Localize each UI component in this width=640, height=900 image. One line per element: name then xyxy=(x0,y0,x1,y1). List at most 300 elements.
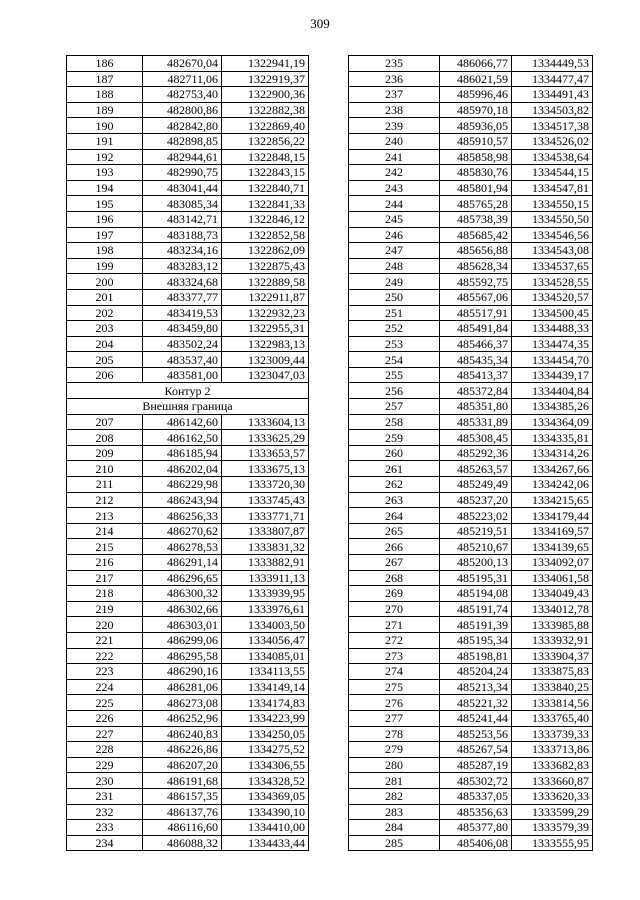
y-coordinate: 1333653,57 xyxy=(222,445,309,461)
point-number: 251 xyxy=(349,305,440,321)
section-header-row xyxy=(67,383,309,399)
y-coordinate: 1333713,86 xyxy=(512,742,593,758)
y-coordinate: 1333985,88 xyxy=(512,617,593,633)
table-row xyxy=(349,289,593,305)
x-coordinate: 482670,04 xyxy=(143,56,222,72)
y-coordinate: 1334449,53 xyxy=(512,56,593,72)
y-coordinate: 1334488,33 xyxy=(512,321,593,337)
x-coordinate: 485830,76 xyxy=(440,165,512,181)
x-coordinate: 486185,94 xyxy=(143,445,222,461)
y-coordinate: 1333675,13 xyxy=(222,461,309,477)
y-coordinate: 1334328,52 xyxy=(222,773,309,789)
x-coordinate: 486116,60 xyxy=(143,820,222,836)
point-number: 276 xyxy=(349,695,440,711)
point-number: 271 xyxy=(349,617,440,633)
x-coordinate: 483502,24 xyxy=(143,336,222,352)
y-coordinate: 1322941,19 xyxy=(222,56,309,72)
point-number: 241 xyxy=(349,149,440,165)
point-number: 273 xyxy=(349,648,440,664)
x-coordinate: 485685,42 xyxy=(440,227,512,243)
x-coordinate: 485200,13 xyxy=(440,555,512,571)
point-number: 270 xyxy=(349,601,440,617)
x-coordinate: 482898,85 xyxy=(143,133,222,149)
x-coordinate: 485213,34 xyxy=(440,679,512,695)
x-coordinate: 482800,86 xyxy=(143,102,222,118)
y-coordinate: 1322955,31 xyxy=(222,321,309,337)
x-coordinate: 485194,08 xyxy=(440,586,512,602)
y-coordinate: 1322875,43 xyxy=(222,258,309,274)
point-number: 249 xyxy=(349,274,440,290)
table-row xyxy=(67,601,309,617)
y-coordinate: 1334242,06 xyxy=(512,477,593,493)
point-number: 261 xyxy=(349,461,440,477)
x-coordinate: 485377,80 xyxy=(440,820,512,836)
y-coordinate: 1334528,55 xyxy=(512,274,593,290)
x-coordinate: 486162,50 xyxy=(143,430,222,446)
point-number: 198 xyxy=(67,243,143,259)
table-row xyxy=(349,71,593,87)
point-number: 202 xyxy=(67,305,143,321)
y-coordinate: 1333840,25 xyxy=(512,679,593,695)
x-coordinate: 485738,39 xyxy=(440,211,512,227)
table-row xyxy=(349,492,593,508)
table-row xyxy=(349,664,593,680)
y-coordinate: 1322852,58 xyxy=(222,227,309,243)
table-row xyxy=(349,352,593,368)
y-coordinate: 1322843,15 xyxy=(222,165,309,181)
y-coordinate: 1334306,55 xyxy=(222,757,309,773)
table-row xyxy=(67,305,309,321)
table-row xyxy=(67,367,309,383)
point-number: 265 xyxy=(349,523,440,539)
y-coordinate: 1333599,29 xyxy=(512,804,593,820)
x-coordinate: 486240,83 xyxy=(143,726,222,742)
point-number: 210 xyxy=(67,461,143,477)
table-row xyxy=(67,165,309,181)
x-coordinate: 485351,80 xyxy=(440,399,512,415)
x-coordinate: 483283,12 xyxy=(143,258,222,274)
y-coordinate: 1333555,95 xyxy=(512,835,593,851)
y-coordinate: 1333660,87 xyxy=(512,773,593,789)
table-row xyxy=(349,383,593,399)
x-coordinate: 486021,59 xyxy=(440,71,512,87)
point-number: 204 xyxy=(67,336,143,352)
page-number: 309 xyxy=(310,16,330,31)
table-row xyxy=(67,742,309,758)
point-number: 278 xyxy=(349,726,440,742)
x-coordinate: 483537,40 xyxy=(143,352,222,368)
y-coordinate: 1322900,36 xyxy=(222,87,309,103)
x-coordinate: 485765,28 xyxy=(440,196,512,212)
x-coordinate: 486281,06 xyxy=(143,679,222,695)
x-coordinate: 486229,98 xyxy=(143,477,222,493)
table-row xyxy=(67,352,309,368)
table-row xyxy=(67,508,309,524)
table-row xyxy=(67,289,309,305)
point-number: 235 xyxy=(349,56,440,72)
table-row xyxy=(349,445,593,461)
y-coordinate: 1334056,47 xyxy=(222,632,309,648)
point-number: 217 xyxy=(67,570,143,586)
table-row xyxy=(349,710,593,726)
point-number: 255 xyxy=(349,367,440,383)
y-coordinate: 1333620,33 xyxy=(512,788,593,804)
y-coordinate: 1322983,13 xyxy=(222,336,309,352)
point-number: 196 xyxy=(67,211,143,227)
x-coordinate: 483234,16 xyxy=(143,243,222,259)
x-coordinate: 486243,94 xyxy=(143,492,222,508)
point-number: 208 xyxy=(67,430,143,446)
point-number: 211 xyxy=(67,477,143,493)
x-coordinate: 485406,08 xyxy=(440,835,512,851)
y-coordinate: 1334364,09 xyxy=(512,414,593,430)
point-number: 257 xyxy=(349,399,440,415)
table-row xyxy=(349,788,593,804)
y-coordinate: 1333765,40 xyxy=(512,710,593,726)
x-coordinate: 485356,63 xyxy=(440,804,512,820)
point-number: 282 xyxy=(349,788,440,804)
y-coordinate: 1334439,17 xyxy=(512,367,593,383)
x-coordinate: 485567,06 xyxy=(440,289,512,305)
table-row xyxy=(349,243,593,259)
point-number: 201 xyxy=(67,289,143,305)
table-row xyxy=(349,305,593,321)
left-coordinates-table xyxy=(66,55,309,851)
table-row xyxy=(349,555,593,571)
y-coordinate: 1333831,32 xyxy=(222,539,309,555)
x-coordinate: 485996,46 xyxy=(440,87,512,103)
x-coordinate: 485936,05 xyxy=(440,118,512,134)
y-coordinate: 1334267,66 xyxy=(512,461,593,477)
point-number: 285 xyxy=(349,835,440,851)
y-coordinate: 1334537,65 xyxy=(512,258,593,274)
table-row xyxy=(67,211,309,227)
table-row xyxy=(349,118,593,134)
x-coordinate: 483142,71 xyxy=(143,211,222,227)
x-coordinate: 485413,37 xyxy=(440,367,512,383)
point-number: 199 xyxy=(67,258,143,274)
x-coordinate: 486157,35 xyxy=(143,788,222,804)
y-coordinate: 1334385,26 xyxy=(512,399,593,415)
point-number: 244 xyxy=(349,196,440,212)
y-coordinate: 1334061,58 xyxy=(512,570,593,586)
x-coordinate: 486300,32 xyxy=(143,586,222,602)
table-row xyxy=(67,445,309,461)
table-row xyxy=(349,165,593,181)
point-number: 264 xyxy=(349,508,440,524)
x-coordinate: 486066,77 xyxy=(440,56,512,72)
y-coordinate: 1334275,52 xyxy=(222,742,309,758)
table-row xyxy=(67,430,309,446)
table-row xyxy=(349,399,593,415)
table-row xyxy=(67,133,309,149)
point-number: 207 xyxy=(67,414,143,430)
y-coordinate: 1334335,81 xyxy=(512,430,593,446)
y-coordinate: 1334012,78 xyxy=(512,601,593,617)
table-row xyxy=(349,414,593,430)
table-row xyxy=(349,430,593,446)
x-coordinate: 486278,53 xyxy=(143,539,222,555)
table-row xyxy=(67,804,309,820)
table-row xyxy=(67,617,309,633)
table-row xyxy=(67,414,309,430)
section-title-line2: Внешняя граница xyxy=(67,399,309,415)
table-row xyxy=(349,211,593,227)
table-row xyxy=(349,196,593,212)
table-row xyxy=(349,367,593,383)
x-coordinate: 483459,80 xyxy=(143,321,222,337)
x-coordinate: 485249,49 xyxy=(440,477,512,493)
x-coordinate: 485221,32 xyxy=(440,695,512,711)
y-coordinate: 1322882,38 xyxy=(222,102,309,118)
x-coordinate: 486142,60 xyxy=(143,414,222,430)
point-number: 212 xyxy=(67,492,143,508)
y-coordinate: 1333932,91 xyxy=(512,632,593,648)
point-number: 209 xyxy=(67,445,143,461)
point-number: 283 xyxy=(349,804,440,820)
point-number: 233 xyxy=(67,820,143,836)
table-row xyxy=(349,477,593,493)
y-coordinate: 1334544,15 xyxy=(512,165,593,181)
point-number: 186 xyxy=(67,56,143,72)
table-row xyxy=(349,87,593,103)
x-coordinate: 486290,16 xyxy=(143,664,222,680)
x-coordinate: 485337,05 xyxy=(440,788,512,804)
x-coordinate: 483419,53 xyxy=(143,305,222,321)
point-number: 193 xyxy=(67,165,143,181)
x-coordinate: 485592,75 xyxy=(440,274,512,290)
point-number: 228 xyxy=(67,742,143,758)
point-number: 284 xyxy=(349,820,440,836)
y-coordinate: 1334113,55 xyxy=(222,664,309,680)
right-coordinates-table xyxy=(348,55,593,851)
point-number: 197 xyxy=(67,227,143,243)
y-coordinate: 1334223,99 xyxy=(222,710,309,726)
x-coordinate: 482944,61 xyxy=(143,149,222,165)
left-table-body-upper xyxy=(67,56,309,383)
table-row xyxy=(67,664,309,680)
table-row xyxy=(349,274,593,290)
point-number: 205 xyxy=(67,352,143,368)
y-coordinate: 1333579,39 xyxy=(512,820,593,836)
y-coordinate: 1334491,43 xyxy=(512,87,593,103)
y-coordinate: 1334174,83 xyxy=(222,695,309,711)
point-number: 262 xyxy=(349,477,440,493)
point-number: 236 xyxy=(349,71,440,87)
table-row xyxy=(67,570,309,586)
point-number: 274 xyxy=(349,664,440,680)
table-row xyxy=(67,492,309,508)
table-row xyxy=(349,757,593,773)
x-coordinate: 486295,58 xyxy=(143,648,222,664)
y-coordinate: 1334390,10 xyxy=(222,804,309,820)
table-row xyxy=(67,477,309,493)
point-number: 231 xyxy=(67,788,143,804)
y-coordinate: 1323009,44 xyxy=(222,352,309,368)
y-coordinate: 1333882,91 xyxy=(222,555,309,571)
point-number: 221 xyxy=(67,632,143,648)
y-coordinate: 1333911,13 xyxy=(222,570,309,586)
x-coordinate: 485241,44 xyxy=(440,710,512,726)
x-coordinate: 485263,57 xyxy=(440,461,512,477)
x-coordinate: 485195,31 xyxy=(440,570,512,586)
x-coordinate: 486226,86 xyxy=(143,742,222,758)
point-number: 200 xyxy=(67,274,143,290)
point-number: 253 xyxy=(349,336,440,352)
table-row xyxy=(67,321,309,337)
point-number: 218 xyxy=(67,586,143,602)
x-coordinate: 486270,62 xyxy=(143,523,222,539)
point-number: 222 xyxy=(67,648,143,664)
point-number: 258 xyxy=(349,414,440,430)
table-row xyxy=(349,804,593,820)
y-coordinate: 1334410,00 xyxy=(222,820,309,836)
y-coordinate: 1333604,13 xyxy=(222,414,309,430)
y-coordinate: 1334474,35 xyxy=(512,336,593,352)
table-row xyxy=(67,87,309,103)
table-row xyxy=(67,757,309,773)
point-number: 237 xyxy=(349,87,440,103)
table-row xyxy=(349,617,593,633)
x-coordinate: 483581,00 xyxy=(143,367,222,383)
x-coordinate: 486303,01 xyxy=(143,617,222,633)
point-number: 268 xyxy=(349,570,440,586)
y-coordinate: 1334433,44 xyxy=(222,835,309,851)
point-number: 234 xyxy=(67,835,143,851)
table-row xyxy=(67,71,309,87)
point-number: 275 xyxy=(349,679,440,695)
y-coordinate: 1334550,50 xyxy=(512,211,593,227)
table-row xyxy=(349,321,593,337)
point-number: 256 xyxy=(349,383,440,399)
x-coordinate: 483188,73 xyxy=(143,227,222,243)
x-coordinate: 485372,84 xyxy=(440,383,512,399)
x-coordinate: 486302,66 xyxy=(143,601,222,617)
y-coordinate: 1334085,01 xyxy=(222,648,309,664)
table-row xyxy=(67,274,309,290)
point-number: 192 xyxy=(67,149,143,165)
table-row xyxy=(349,461,593,477)
x-coordinate: 486273,08 xyxy=(143,695,222,711)
x-coordinate: 486291,14 xyxy=(143,555,222,571)
table-row xyxy=(67,835,309,851)
y-coordinate: 1334049,43 xyxy=(512,586,593,602)
x-coordinate: 485253,56 xyxy=(440,726,512,742)
right-table-body xyxy=(349,56,593,851)
point-number: 232 xyxy=(67,804,143,820)
point-number: 246 xyxy=(349,227,440,243)
point-number: 266 xyxy=(349,539,440,555)
x-coordinate: 485331,89 xyxy=(440,414,512,430)
y-coordinate: 1322840,71 xyxy=(222,180,309,196)
y-coordinate: 1333904,37 xyxy=(512,648,593,664)
y-coordinate: 1333939,95 xyxy=(222,586,309,602)
table-row xyxy=(67,227,309,243)
y-coordinate: 1322848,15 xyxy=(222,149,309,165)
x-coordinate: 485435,34 xyxy=(440,352,512,368)
x-coordinate: 486202,04 xyxy=(143,461,222,477)
x-coordinate: 486299,06 xyxy=(143,632,222,648)
point-number: 225 xyxy=(67,695,143,711)
table-row xyxy=(67,243,309,259)
table-row xyxy=(67,710,309,726)
y-coordinate: 1334250,05 xyxy=(222,726,309,742)
point-number: 214 xyxy=(67,523,143,539)
y-coordinate: 1334139,65 xyxy=(512,539,593,555)
table-row xyxy=(67,118,309,134)
table-row xyxy=(349,508,593,524)
table-row xyxy=(349,539,593,555)
y-coordinate: 1333771,71 xyxy=(222,508,309,524)
table-row xyxy=(67,820,309,836)
point-number: 280 xyxy=(349,757,440,773)
table-row xyxy=(67,149,309,165)
x-coordinate: 485656,88 xyxy=(440,243,512,259)
y-coordinate: 1334179,44 xyxy=(512,508,593,524)
table-row xyxy=(349,149,593,165)
y-coordinate: 1334369,05 xyxy=(222,788,309,804)
y-coordinate: 1334477,47 xyxy=(512,71,593,87)
x-coordinate: 485267,54 xyxy=(440,742,512,758)
table-row xyxy=(349,102,593,118)
y-coordinate: 1322841,33 xyxy=(222,196,309,212)
point-number: 229 xyxy=(67,757,143,773)
table-row xyxy=(67,679,309,695)
y-coordinate: 1334003,50 xyxy=(222,617,309,633)
x-coordinate: 486256,33 xyxy=(143,508,222,524)
y-coordinate: 1322889,58 xyxy=(222,274,309,290)
x-coordinate: 485308,45 xyxy=(440,430,512,446)
x-coordinate: 483377,77 xyxy=(143,289,222,305)
section-header xyxy=(67,383,309,414)
point-number: 263 xyxy=(349,492,440,508)
point-number: 194 xyxy=(67,180,143,196)
x-coordinate: 485858,98 xyxy=(440,149,512,165)
y-coordinate: 1333807,87 xyxy=(222,523,309,539)
point-number: 240 xyxy=(349,133,440,149)
point-number: 281 xyxy=(349,773,440,789)
y-coordinate: 1322862,09 xyxy=(222,243,309,259)
y-coordinate: 1334520,57 xyxy=(512,289,593,305)
y-coordinate: 1334547,81 xyxy=(512,180,593,196)
table-row xyxy=(67,539,309,555)
table-row xyxy=(67,695,309,711)
table-row xyxy=(67,56,309,72)
point-number: 238 xyxy=(349,102,440,118)
point-number: 259 xyxy=(349,430,440,446)
y-coordinate: 1334454,70 xyxy=(512,352,593,368)
table-row xyxy=(67,726,309,742)
point-number: 269 xyxy=(349,586,440,602)
table-row xyxy=(67,336,309,352)
y-coordinate: 1334314,26 xyxy=(512,445,593,461)
x-coordinate: 485223,02 xyxy=(440,508,512,524)
y-coordinate: 1334215,65 xyxy=(512,492,593,508)
x-coordinate: 485970,18 xyxy=(440,102,512,118)
y-coordinate: 1334500,45 xyxy=(512,305,593,321)
table-row xyxy=(349,773,593,789)
table-row xyxy=(67,773,309,789)
x-coordinate: 485195,34 xyxy=(440,632,512,648)
x-coordinate: 486207,20 xyxy=(143,757,222,773)
point-number: 224 xyxy=(67,679,143,695)
y-coordinate: 1322911,87 xyxy=(222,289,309,305)
y-coordinate: 1333739,33 xyxy=(512,726,593,742)
point-number: 242 xyxy=(349,165,440,181)
x-coordinate: 486088,32 xyxy=(143,835,222,851)
table-row xyxy=(349,180,593,196)
x-coordinate: 482990,75 xyxy=(143,165,222,181)
